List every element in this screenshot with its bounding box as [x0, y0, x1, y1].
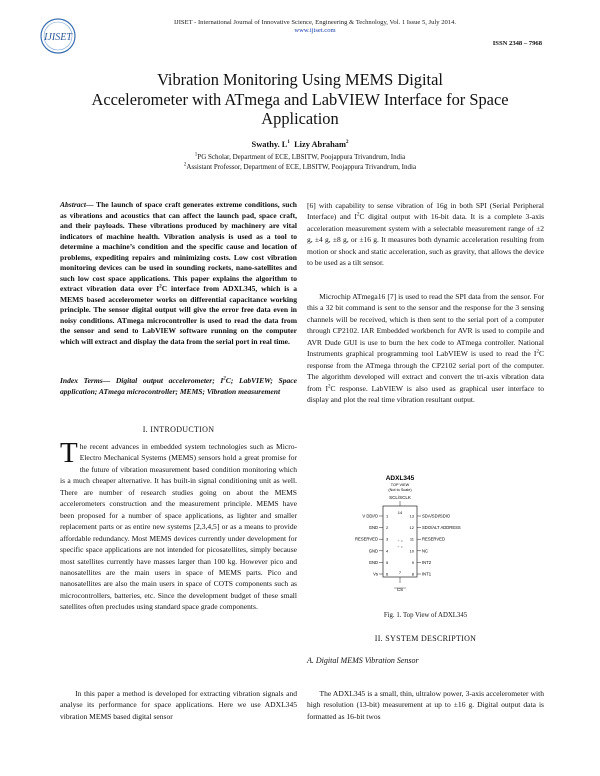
pin-left-label: Vs — [373, 571, 378, 577]
pin-right-label: SDO/ALT ADDRESS — [422, 525, 461, 531]
pin-right-label: RESERVED — [422, 536, 445, 542]
pin-right-num: 13 — [409, 513, 414, 519]
abstract: Abstract— The launch of space craft generates extreme conditions, such as vibrations and acoustics that can affect the launch pad, space craft, and their payloads. These vibrations produced by machinery are vital indicators of machine health. Vibration analysis is used as a tool to determine a machine’s condition and the specific cause and location of problems, expediting repairs and minimizing costs. Low cost vibration monitoring devices can be used in sounding rockets, nano-satellites and such low cost space applications. This paper explains the algorithm to extract vibration data over $I^2C$ interface from ADXL345, which is a MEMS based accelerometer works on differential capacitance working principle. The sensor digital output will give the error free data even in noisy conditions. ATmega microcontroller is used to read the data from the sensor and send to LabVIEW software running on the computer which will extract and display the data from the serial port in real time. — [60, 200, 297, 346]
pin-left-num: 2 — [386, 525, 389, 531]
pin-right-label: NC — [422, 548, 429, 554]
introduction-paragraph-1: The recent advances in embedded system technologies such as Micro-Electro Mechanical Systems (MEMS) sensors hold a great promise for the future of vibration measurement based condition monitoring which is a much cheaper alternative. It has built-in signal conditioning unit as well. There are number of research studies going on about the MEMS accelerometers construction and the measurement principle. MEMS have been proposed for a number of space applications, as lighter and smaller replacement parts or as entire new systems [2,3,4,5] or as a means to provide affordable redundancy. Most MEMS devices currently under development for specific space applications are not intended for picosatellites, simply because most satellites currently have masses larger than 100 kg. However pico and nanosatellites are the main users in space of MEMS parts. Pico and nanosatellites are also the main users in space of COTS components such as microcontrollers, batteries, etc. Since the development budget of these small satellites often precludes using standard space grade components. — [60, 437, 297, 612]
right-paragraph-1: [6] with capability to sense vibration of 16g in both SPI (Serial Peripheral Interface) and $I^2C$ digital output with 16-bit data. It is a complete 3-axis acceleration measurement system with a selectable measurement range of ±2 g, ±4 g, ±8 g, or ±16 g. It measures both dynamic acceleration resulting from motion or shock and static acceleration, such as gravity, that allows the device to be used as a tilt sensor. — [307, 201, 545, 268]
pin-right-label: INT2 — [422, 559, 432, 565]
pin-left-label: V DDI/O — [362, 513, 378, 519]
adxl345-pinout-figure — [350, 472, 500, 592]
pin-bottom-label: CS — [396, 587, 404, 592]
pin-right-num: 12 — [409, 525, 414, 531]
svg-text:+ z: + z — [397, 544, 403, 549]
affiliation-1: $^1$PG Scholar, Department of ECE, LBSITW, Poojappura Trivandrum, India — [194, 152, 406, 161]
pin-right-num: 9 — [411, 559, 414, 565]
introduction-paragraph-2: In this paper a method is developed for extracting vibration signals and analyse its performance for space applications. Here we use ADXL345 vibration MEMS based digital sensor — [60, 689, 297, 721]
author-list: Swathy. $L^1$ Lizy Abraham$^2$ — [251, 140, 349, 149]
subsection-heading: A. Digital MEMS Vibration Sensor — [307, 656, 419, 665]
pin-left-num: 6 — [386, 571, 389, 577]
journal-url-link[interactable]: www.ijiset.com — [294, 27, 336, 34]
pin-left-label: GND — [368, 559, 378, 565]
pin-right-num: 11 — [409, 536, 414, 542]
svg-text:+ x: + x — [397, 538, 403, 543]
paper-title: Vibration Monitoring Using MEMS Digital Accelerometer with ATmega and LabVIEW Interface for Space Application — [91, 70, 509, 128]
journal-logo — [34, 16, 86, 56]
pin-left-num: 5 — [386, 559, 389, 565]
pin-right-label: INT1 — [422, 571, 432, 577]
figure-caption: Fig. 1. Top View of ADXL345 — [383, 612, 468, 619]
issn: ISSN 2348 – 7968 — [492, 40, 542, 47]
pin-right-num: 10 — [409, 548, 414, 554]
author-1: Swathy. L — [251, 140, 288, 149]
pin-right-num: 8 — [411, 571, 414, 577]
pin-right-label: SDA/SDI/SDIO — [422, 513, 451, 519]
index-terms: Index Terms— Digital output accelerometer; $I^2C$; LabVIEW; Space application; ATmega microcontroller; MEMS; Vibration measurement — [60, 376, 297, 396]
pin-left-label: GND — [368, 548, 378, 554]
pin-left-label: GND — [368, 525, 378, 531]
drop-cap: T — [60, 437, 78, 469]
view-label: TOP VIEW — [390, 483, 410, 487]
pin-left-num: 4 — [386, 548, 389, 554]
pin-bottom-num: 7 — [398, 570, 402, 575]
pin-top-num: 14 — [397, 510, 403, 515]
chip-name: ADXL345 — [385, 475, 415, 482]
view-label-scale: (Not to Scale) — [388, 488, 412, 492]
author-2: Lizy Abraham — [294, 140, 346, 149]
pin-top-label: SCL/SCLK — [389, 495, 411, 500]
logo-text: IJISET — [44, 32, 72, 43]
system-description-paragraph: The ADXL345 is a small, thin, ultralow power, 3-axis accelerometer with high resolution (13-bit) measurement at up to ±16 g. Digital output data is formatted as 16-bit twos — [307, 689, 544, 721]
right-paragraph-2: Microchip ATmega16 [7] is used to read the SPI data from the sensor. For this a 32 bit command is sent to the sensor and the response for the 3 sensing channels will be received, which is then sent to the serial port of a computer through CP2102. IAR Embedded workbench for AVR is used to compile and AVR Dude GUI is use to burn the hex code to ATmega controller. National Instruments graphical programming tool LabVIEW is used to read the $I^2C$ response from the ATmega through the CP2102 serial port of the computer. The algorithm developed will extract and convert the tri-axis vibration data from $I^2C$ response. LabVIEW is also used as graphical user interface to display and plot the real time vibration resultant output. — [307, 292, 544, 405]
affiliation-2: $^2$Assistant Professor, Department of ECE, LBSITW, Poojappura Trivandrum, India — [183, 162, 417, 171]
pin-left-label: RESERVED — [355, 536, 378, 542]
journal-header: IJISET - International Journal of Innovative Science, Engineering & Technology, Vol. 1 Issue 5, July 2014. — [173, 19, 457, 26]
pin-left-num: 1 — [386, 513, 389, 519]
section-heading-introduction: I. INTRODUCTION — [142, 425, 215, 434]
section-heading-system-description: II. SYSTEM DESCRIPTION — [374, 634, 477, 643]
pin-left-num: 3 — [386, 536, 389, 542]
